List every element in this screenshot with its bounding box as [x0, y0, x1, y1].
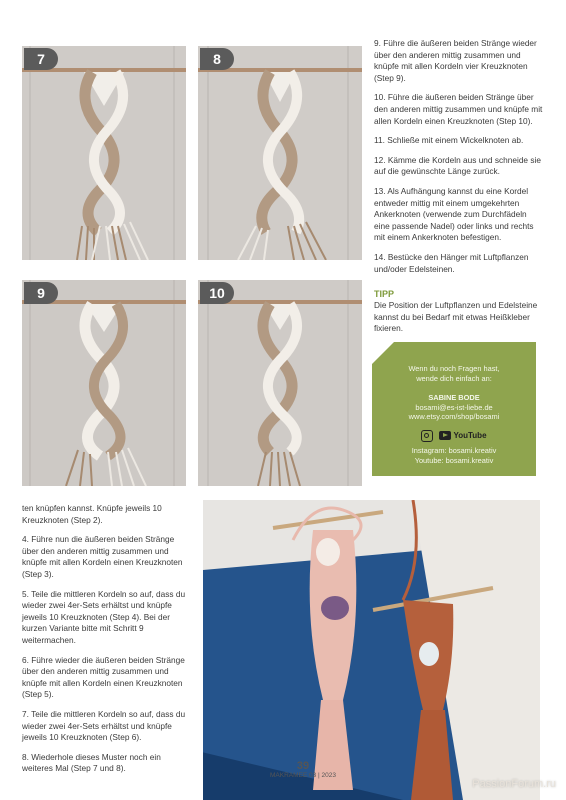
step-badge: 7 — [24, 48, 58, 70]
step-badge: 9 — [24, 282, 58, 304]
step-14-text: 14. Bestücke den Hänger mit Luftpflanzen und/oder Edelsteinen. — [374, 251, 529, 274]
step-6-text: 6. Führe wieder die äußeren beiden Stränge über den anderen mittig zusammen und knüpfe mit allen Kordeln einen Kreuzknoten (Step 5). — [22, 654, 185, 700]
step-13-text: 13. Als Aufhängung kannst du eine Kordel entweder mittig mit einem umgekehrten Ankerknoten (verwende zum Durchfädeln eine passende Nadel) oder links und rechts mit einem Ankerknoten befestigen. — [374, 185, 534, 243]
youtube-icon[interactable] — [439, 431, 486, 441]
step-5-text: 5. Teile die mittleren Kordeln so auf, dass du wieder zwei 4er-Sets erhältst und knüpfe jeweils 10 Kreuzknoten (Step 4). Bei der kurzen Variante bitte mit Schritt 9 weitermachen. — [22, 588, 186, 645]
macrame-braid-illustration — [22, 280, 186, 486]
step-badge: 10 — [200, 282, 234, 304]
contact-shop[interactable]: www.etsy.com/shop/bosami — [408, 412, 500, 422]
contact-name: SABINE BODE — [428, 393, 480, 403]
step-4-text: 4. Führe nun die äußeren beiden Stränge über den anderen mittig zusammen und knüpfe mit allen Kordeln einen Kreuzknoten (Step 3). — [22, 534, 183, 579]
magazine-name: MAKRAMEE 03 | 2023 — [270, 772, 336, 779]
contact-email[interactable]: bosami@es-ist-liebe.de — [415, 402, 493, 412]
step-7-text: 7. Teile die mittleren Kordeln so auf, dass du wieder zwei 4er-Sets erhältst und knüpfe jeweils 10 Kreuzknoten (Step 6). — [22, 708, 186, 743]
macrame-braid-illustration — [198, 46, 362, 260]
macrame-braid-illustration — [198, 280, 362, 486]
tipp-text: Die Position der Luftpflanzen und Edelsteine kannst du bei Bedarf mit etwas Heißkleber fixieren. — [374, 300, 538, 334]
contact-box — [372, 342, 536, 476]
contact-intro-1: Wenn du noch Fragen hast, — [408, 364, 500, 373]
step-badge: 8 — [200, 48, 234, 70]
watermark: PassionForum.ru — [472, 778, 556, 790]
step-photo-8 — [198, 46, 362, 260]
step-9-text: 9. Führe die äußeren beiden Stränge wieder über den anderen mittig zusammen und knüpfe mit allen Kordeln vier Kreuzknoten (Step 9). — [374, 38, 537, 83]
contact-instagram[interactable]: Instagram: bosami.kreativ — [411, 445, 497, 455]
step-10-text: 10. Führe die äußeren beiden Stränge über den anderen mittig zusammen und knüpfe mit allen Kordeln einen Kreuzknoten (Step 10). — [374, 92, 543, 126]
finished-hangers-illustration — [203, 500, 540, 800]
social-icons — [372, 430, 536, 442]
contact-intro-2: wende dich einfach an: — [416, 373, 492, 383]
page-number: 39 — [296, 760, 310, 772]
finished-hangers-photo — [203, 500, 540, 800]
step-photo-9 — [22, 280, 186, 486]
step-8-text: 8. Wiederhole dieses Muster noch ein weiteres Mal (Step 7 und 8). — [22, 751, 161, 774]
instagram-icon[interactable] — [421, 430, 433, 442]
youtube-label: YouTube — [453, 431, 487, 441]
right-instructions — [374, 38, 544, 283]
step-12-text: 12. Kämme die Kordeln aus und schneide sie auf die gewünschte Länge zurück. — [374, 154, 541, 177]
step-photo-7 — [22, 46, 186, 260]
step-photo-10 — [198, 280, 362, 486]
left-instructions — [22, 503, 190, 783]
step-11-text: 11. Schließe mit einem Wickelknoten ab. — [374, 135, 524, 146]
macrame-braid-illustration — [22, 46, 186, 260]
continuation-text: ten knüpfen kannst. Knüpfe jeweils 10 Kreuzknoten (Step 2). — [22, 503, 162, 525]
tipp-title: TIPP — [374, 289, 395, 299]
box-corner-decoration — [372, 342, 394, 364]
page-footer — [268, 760, 338, 779]
contact-youtube[interactable]: Youtube: bosami.kreativ — [414, 455, 494, 465]
